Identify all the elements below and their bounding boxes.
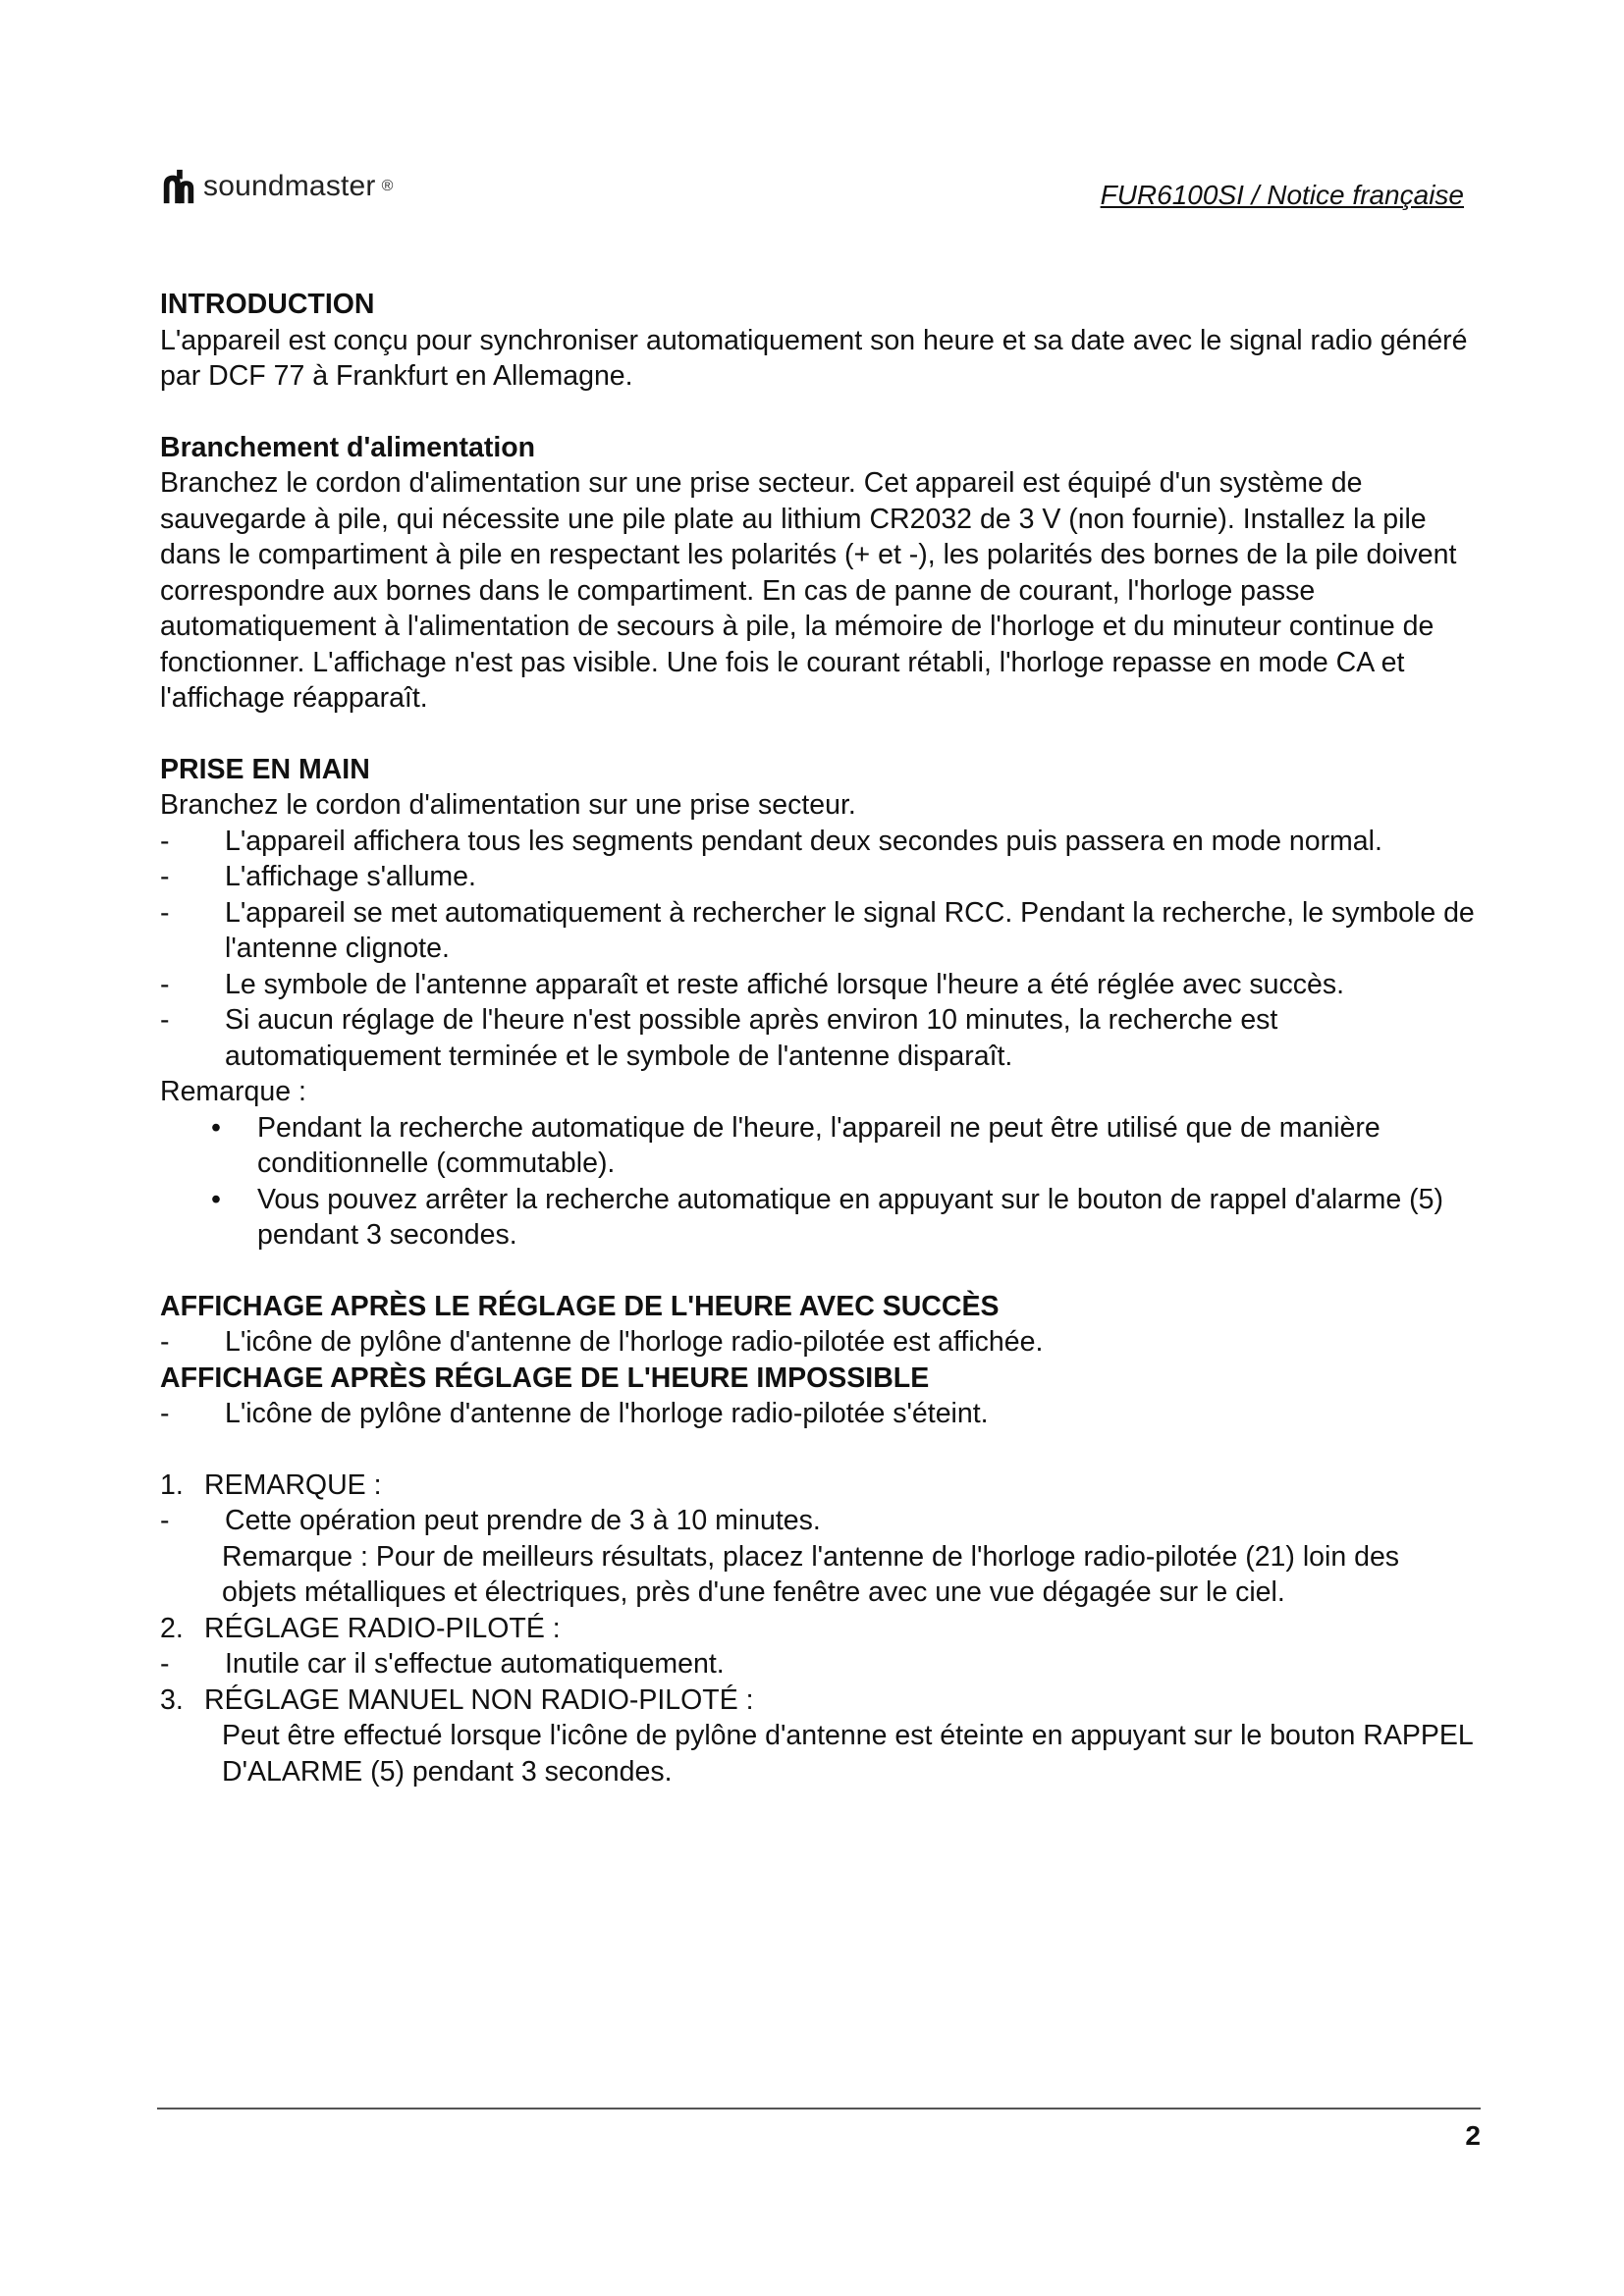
- section-display-success: [160, 1289, 1481, 1361]
- list-item: - L'icône de pylône d'antenne de l'horloge radio-pilotée s'éteint.: [160, 1398, 989, 1429]
- bullet-icon: •: [211, 1111, 221, 1144]
- list-item: - L'appareil affichera tous les segments pendant deux secondes puis passera en mode normal.: [160, 825, 1382, 857]
- getting-started-intro: Branchez le cordon d'alimentation sur une prise secteur.: [160, 789, 856, 821]
- remark-label: Remarque :: [160, 1076, 306, 1107]
- display-success-heading: AFFICHAGE APRÈS LE RÉGLAGE DE L'HEURE AVEC SUCCÈS: [160, 1290, 1000, 1322]
- note-3-title: 3. RÉGLAGE MANUEL NON RADIO-PILOTÉ :: [160, 1683, 754, 1716]
- getting-started-heading: PRISE EN MAIN: [160, 753, 370, 785]
- section-power: [160, 430, 1481, 717]
- introduction-heading: INTRODUCTION: [160, 289, 375, 320]
- remark-item: • Vous pouvez arrêter la recherche automatique en appuyant sur le bouton de rappel d'alarme (5) pendant 3 secondes.: [211, 1183, 1443, 1251]
- note-3-detail: Peut être effectué lorsque l'icône de pylône d'antenne est éteinte en appuyant sur le bouton RAPPEL D'ALARME (5) pendant 3 secondes.: [222, 1720, 1473, 1788]
- list-item: - Le symbole de l'antenne apparaît et reste affiché lorsque l'heure a été réglée avec succès.: [160, 968, 1344, 1000]
- list-item: - L'appareil se met automatiquement à rechercher le signal RCC. Pendant la recherche, le symbole de l'antenne clignote.: [160, 896, 1475, 964]
- list-item: - L'icône de pylône d'antenne de l'horloge radio-pilotée est affichée.: [160, 1326, 1044, 1358]
- list-item: - Si aucun réglage de l'heure n'est possible après environ 10 minutes, la recherche est automatiquement terminée et le symbole de l'antenne disparaît.: [160, 1004, 1278, 1072]
- document-body: [160, 287, 1481, 1789]
- note-2-title: 2. RÉGLAGE RADIO-PILOTÉ :: [160, 1612, 561, 1644]
- section-display-fail: [160, 1361, 1481, 1432]
- section-introduction: [160, 287, 1481, 395]
- introduction-text: L'appareil est conçu pour synchroniser automatiquement son heure et sa date avec le signal radio généré par DCF 77 à Frankfurt en Allemagne.: [160, 324, 1468, 392]
- document-title: FUR6100SI / Notice française: [1100, 180, 1464, 210]
- remark-item: • Pendant la recherche automatique de l'heure, l'appareil ne peut être utilisé que de manière conditionnelle (commutable).: [211, 1111, 1380, 1179]
- list-item: - Inutile car il s'effectue automatiquement.: [160, 1648, 725, 1680]
- power-heading: Branchement d'alimentation: [160, 431, 536, 463]
- brand-name: soundmaster: [203, 170, 376, 202]
- section-notes: [160, 1468, 1481, 1790]
- page-number: 2: [1465, 2120, 1481, 2151]
- section-getting-started: [160, 752, 1481, 1254]
- footer-divider: [157, 2108, 1481, 2109]
- list-item: - Cette opération peut prendre de 3 à 10 minutes.: [160, 1505, 821, 1536]
- note-1-detail: Remarque : Pour de meilleurs résultats, placez l'antenne de l'horloge radio-pilotée (21) loin des objets métalliques et électriques, près d'une fenêtre avec une vue dégagée sur le ciel.: [222, 1540, 1400, 1608]
- registered-mark: ®: [381, 178, 394, 194]
- display-fail-heading: AFFICHAGE APRÈS RÉGLAGE DE L'HEURE IMPOSSIBLE: [160, 1362, 930, 1394]
- power-text: Branchez le cordon d'alimentation sur une prise secteur. Cet appareil est équipé d'un système de sauvegarde à pile, qui nécessite une pile plate au lithium CR2032 de 3 V (non fournie). Installez la pile dans le compartiment à pile en respectant les polarités (+ et -), les polarités des bornes de la pile doivent correspondre aux bornes dans le compartiment. En cas de panne de courant, l'horloge passe automatiquement à l'alimentation de secours à pile, la mémoire de l'horloge et du minuteur continue de fonctionner. L'affichage n'est pas visible. Une fois le courant rétabli, l'horloge repasse en mode CA et l'affichage réapparaît.: [160, 467, 1457, 714]
- soundmaster-logo-icon: [160, 168, 197, 205]
- list-item: - L'affichage s'allume.: [160, 861, 476, 892]
- brand-logo: [160, 165, 393, 208]
- note-1-title: 1. REMARQUE :: [160, 1468, 382, 1501]
- bullet-icon: •: [211, 1183, 221, 1215]
